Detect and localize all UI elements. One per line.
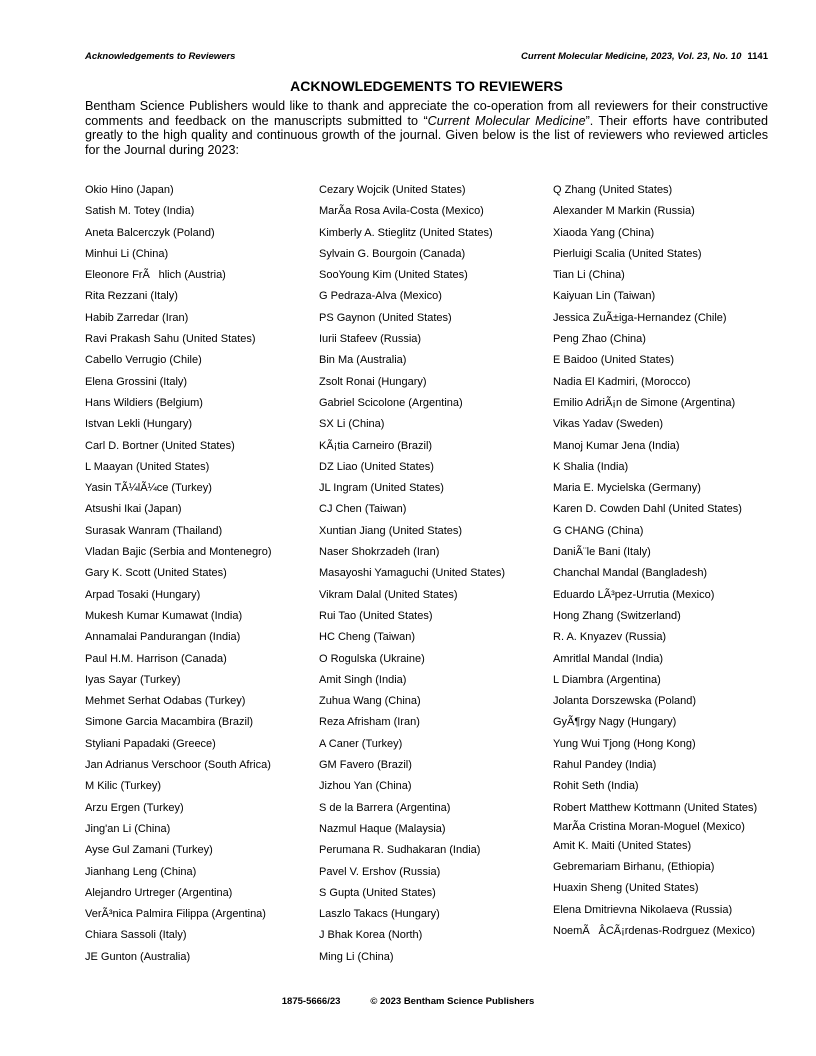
reviewer-entry: J Bhak Korea (North) [319, 929, 423, 942]
reviewer-entry: Jianhang Leng (China) [85, 865, 197, 878]
journal-citation: Current Molecular Medicine, 2023, Vol. 23, No. 10 [521, 51, 742, 62]
reviewer-entry: Elena Grossini (Italy) [85, 375, 188, 388]
reviewer-entry: CJ Chen (Taiwan) [319, 503, 407, 516]
reviewer-entry: JL Ingram (United States) [319, 482, 444, 495]
reviewer-entry: Pavel V. Ershov (Russia) [319, 865, 441, 878]
reviewer-entry: Mehmet Serhat Odabas (Turkey) [85, 695, 246, 708]
reviewer-entry: Zsolt Ronai (Hungary) [319, 375, 427, 388]
reviewer-entry: Perumana R. Sudhakaran (India) [319, 844, 481, 857]
reviewer-entry: L Maayan (United States) [85, 460, 210, 473]
reviewer-entry: Rita Rezzani (Italy) [85, 290, 178, 303]
reviewer-entry: R. A. Knyazev (Russia) [553, 631, 667, 644]
reviewer-entry: G CHANG (China) [553, 524, 644, 537]
reviewer-entry: GM Favero (Brazil) [319, 759, 412, 772]
reviewer-entry: Karen D. Cowden Dahl (United States) [553, 503, 742, 516]
reviewer-entry: Jessica ZuÃ±iga-Hernandez (Chile) [553, 311, 727, 324]
reviewer-entry: K Shalia (India) [553, 460, 629, 473]
footer-issn: 1875-5666/23 [281, 996, 341, 1007]
reviewer-entry: Jizhou Yan (China) [319, 780, 412, 793]
reviewer-entry: L Diambra (Argentina) [553, 673, 661, 686]
reviewer-entry: Reza Afrisham (Iran) [319, 716, 420, 729]
reviewer-entry: Q Zhang (United States) [553, 184, 673, 196]
reviewer-entry: G Pedraza-Alva (Mexico) [319, 290, 442, 303]
reviewer-entry: Pierluigi Scalia (United States) [553, 247, 702, 260]
reviewer-entry: HC Cheng (Taiwan) [319, 631, 415, 644]
reviewer-entry: Yung Wui Tjong (Hong Kong) [553, 737, 696, 750]
reviewer-entry: Kaiyuan Lin (Taiwan) [553, 290, 656, 303]
intro-text-after: ”. Their efforts have contributed greatly to the high quality and continuous growth of the journal. Given below is the list of reviewers who reviewed articles for the Journal during 2023: [85, 113, 768, 157]
reviewer-entry: Ming Li (China) [319, 950, 394, 963]
reviewer-entry: Nazmul Haque (Malaysia) [319, 822, 446, 835]
reviewer-entry: Bin Ma (Australia) [319, 354, 407, 367]
page-title: ACKNOWLEDGEMENTS TO REVIEWERS [290, 78, 563, 94]
reviewer-entry: Alexander M Markin (Russia) [553, 205, 695, 218]
reviewer-entry: Vikram Dalal (United States) [319, 588, 458, 601]
reviewer-entry: Mukesh Kumar Kumawat (India) [85, 609, 243, 622]
reviewer-entry: Gebremariam Birhanu, (Ethiopia) [553, 860, 715, 873]
reviewer-entry: A Caner (Turkey) [319, 737, 403, 750]
running-header [85, 51, 768, 62]
reviewer-entry: MarÃa Cristina Moran-Moguel (Mexico) [553, 820, 745, 833]
reviewer-entry: Kimberly A. Stieglitz (United States) [319, 226, 493, 239]
running-header-left: Acknowledgements to Reviewers [85, 51, 236, 62]
reviewer-entry: Rui Tao (United States) [319, 609, 433, 622]
reviewer-entry: Eduardo LÃ³pez-Urrutia (Mexico) [553, 588, 715, 601]
reviewer-entry: PS Gaynon (United States) [319, 311, 452, 324]
intro-paragraph [85, 99, 768, 157]
reviewer-entry: Simone Garcia Macambira (Brazil) [85, 716, 254, 729]
reviewer-entry: Peng Zhao (China) [553, 333, 646, 346]
reviewer-entry: Chanchal Mandal (Bangladesh) [553, 567, 708, 580]
running-header-right [521, 51, 768, 62]
reviewer-entry: MarÃa Rosa Avila-Costa (Mexico) [319, 205, 484, 218]
reviewer-entry: Naser Shokrzadeh (Iran) [319, 546, 440, 559]
reviewer-entry: E Baidoo (United States) [553, 354, 675, 367]
reviewer-entry: Hans Wildiers (Belgium) [85, 396, 203, 409]
reviewer-entry: Vladan Bajic (Serbia and Montenegro) [85, 546, 272, 559]
reviewer-entry: Jolanta Dorszewska (Poland) [553, 695, 697, 708]
reviewer-entry: Sylvain G. Bourgoin (Canada) [319, 247, 466, 260]
reviewer-entry: Nadia El Kadmiri, (Morocco) [553, 375, 691, 388]
reviewer-entry: Masayoshi Yamaguchi (United States) [319, 567, 506, 580]
reviewer-entry: Zuhua Wang (China) [319, 695, 421, 708]
reviewer-entry: Robert Matthew Kottmann (United States) [553, 801, 758, 814]
reviewer-entry: Iyas Sayar (Turkey) [85, 673, 181, 686]
reviewer-entry: Arzu Ergen (Turkey) [85, 801, 184, 814]
reviewer-entry: Amritlal Mandal (India) [553, 652, 664, 665]
reviewer-entry: Maria E. Mycielska (Germany) [553, 482, 701, 495]
reviewer-entry: S Gupta (United States) [319, 886, 436, 899]
reviewer-column-2 [319, 184, 539, 972]
page-footer [0, 996, 816, 1007]
reviewer-entry: JE Gunton (Australia) [85, 950, 191, 963]
reviewer-entry: Alejandro Urtreger (Argentina) [85, 886, 233, 899]
reviewer-entry: Gabriel Scicolone (Argentina) [319, 396, 463, 409]
reviewer-column-1 [85, 184, 305, 972]
reviewer-entry: Minhui Li (China) [85, 247, 169, 260]
reviewer-entry: Xuntian Jiang (United States) [319, 524, 463, 537]
reviewer-entry: Jing'an Li (China) [85, 822, 171, 835]
reviewer-entry: Rahul Pandey (India) [553, 759, 657, 772]
reviewer-entry: Okio Hino (Japan) [85, 184, 174, 196]
reviewer-entry: SX Li (China) [319, 418, 385, 431]
reviewer-entry: Yasin TÃ¼lÃ¼ce (Turkey) [85, 482, 212, 495]
intro-text-before: Bentham Science Publishers would like to thank and appreciate the co-operation from all reviewers for their constructive comments and feedback on the manuscripts submitted to “ [85, 99, 768, 128]
reviewer-entry: Istvan Lekli (Hungary) [85, 418, 192, 431]
reviewer-entry: Hong Zhang (Switzerland) [553, 609, 681, 622]
reviewer-entry: Cabello Verrugio (Chile) [85, 354, 202, 367]
reviewer-entry: Rohit Seth (India) [553, 780, 639, 793]
reviewer-entry: Ayse Gul Zamani (Turkey) [85, 844, 213, 857]
reviewer-entry: NoemÃÂCÃ¡rdenas-Rodrguez (Mexico) [553, 924, 755, 937]
reviewer-entry: Amit K. Maiti (United States) [553, 839, 692, 852]
reviewer-entry: Cezary Wojcik (United States) [319, 184, 466, 196]
reviewer-entry: Arpad Tosaki (Hungary) [85, 588, 201, 601]
reviewer-entry: M Kilic (Turkey) [85, 780, 161, 793]
reviewer-entry: Carl D. Bortner (United States) [85, 439, 235, 452]
reviewer-entry: Elena Dmitrievna Nikolaeva (Russia) [553, 903, 733, 916]
reviewer-entry: Annamalai Pandurangan (India) [85, 631, 241, 644]
reviewer-entry: Emilio AdriÃ¡n de Simone (Argentina) [553, 396, 736, 409]
reviewer-entry: Ravi Prakash Sahu (United States) [85, 333, 256, 346]
reviewer-entry: Jan Adrianus Verschoor (South Africa) [85, 759, 271, 772]
journal-name: Current Molecular Medicine [427, 113, 586, 128]
reviewer-entry: VerÃ³nica Palmira Filippa (Argentina) [85, 908, 266, 921]
reviewer-entry: Surasak Wanram (Thailand) [85, 524, 223, 537]
reviewer-entry: DaniÃ¨le Bani (Italy) [553, 546, 651, 559]
reviewer-entry: Tian Li (China) [553, 269, 625, 282]
reviewer-entry: Satish M. Totey (India) [85, 205, 195, 218]
reviewer-entry: Atsushi Ikai (Japan) [85, 503, 182, 516]
reviewer-entry: Huaxin Sheng (United States) [553, 882, 699, 895]
reviewer-entry: Aneta Balcerczyk (Poland) [85, 226, 215, 239]
reviewer-entry: Habib Zarredar (Iran) [85, 311, 189, 324]
reviewer-entry: Styliani Papadaki (Greece) [85, 737, 216, 750]
reviewer-entry: Paul H.M. Harrison (Canada) [85, 652, 227, 665]
reviewer-entry: Manoj Kumar Jena (India) [553, 439, 680, 452]
reviewer-entry: KÃ¡tia Carneiro (Brazil) [319, 439, 433, 452]
reviewer-entry: Gary K. Scott (United States) [85, 567, 227, 580]
reviewer-entry: SooYoung Kim (United States) [319, 269, 468, 282]
reviewer-entry: Vikas Yadav (Sweden) [553, 418, 664, 431]
reviewer-entry: O Rogulska (Ukraine) [319, 652, 425, 665]
reviewer-entry: S de la Barrera (Argentina) [319, 801, 451, 814]
reviewer-column-3 [553, 184, 768, 946]
reviewer-entry: Eleonore FrÃhlich (Austria) [85, 269, 226, 282]
reviewer-entry: Xiaoda Yang (China) [553, 226, 655, 239]
reviewer-entry: GyÃ¶rgy Nagy (Hungary) [553, 716, 677, 729]
reviewer-entry: Chiara Sassoli (Italy) [85, 929, 187, 942]
reviewer-entry: Laszlo Takacs (Hungary) [319, 908, 440, 921]
page-number: 1141 [747, 51, 768, 62]
footer-copyright: © 2023 Bentham Science Publishers [370, 996, 535, 1007]
reviewer-entry: Amit Singh (India) [319, 673, 407, 686]
reviewer-entry: DZ Liao (United States) [319, 460, 434, 473]
reviewer-entry: Iurii Stafeev (Russia) [319, 333, 422, 346]
